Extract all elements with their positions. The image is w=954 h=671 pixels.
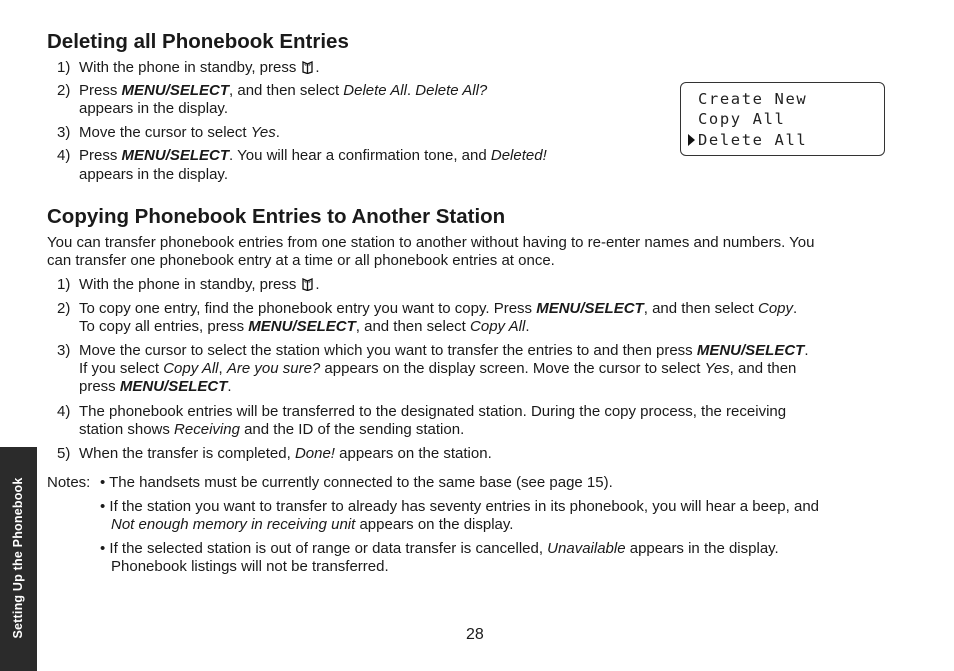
step-text-line: To copy all entries, press MENU/SELECT, and then select Copy All. <box>79 318 530 335</box>
step-number: 2) <box>57 300 71 317</box>
page-number: 28 <box>466 626 484 643</box>
step-text: Press MENU/SELECT. You will hear a confirmation tone, and Deleted! <box>79 147 547 164</box>
intro-text: can transfer one phonebook entry at a time or all phonebook entries at once. <box>47 252 555 269</box>
lcd-line-delete-all: Delete All <box>698 131 808 149</box>
phonebook-book-icon <box>302 61 313 74</box>
lcd-line-create-new: Create New <box>698 90 808 108</box>
step-number: 4) <box>57 403 71 420</box>
step-number: 5) <box>57 445 71 462</box>
note-item: • If the station you want to transfer to already has seventy entries in its phonebook, you will hear a beep, and <box>100 498 820 515</box>
note-item: • If the selected station is out of range or data transfer is cancelled, Unavailable appears in the display. <box>100 540 779 557</box>
step-number: 4) <box>57 147 71 164</box>
step-text: Press MENU/SELECT, and then select Delete All. Delete All? <box>79 82 488 99</box>
phonebook-book-icon <box>302 278 313 291</box>
notes-label: Notes: <box>47 474 91 491</box>
step-text-line: appears in the display. <box>79 100 228 117</box>
step-number: 3) <box>57 124 71 141</box>
step-text: To copy one entry, find the phonebook entry you want to copy. Press MENU/SELECT, and then select Copy. <box>79 300 798 317</box>
step-text: Move the cursor to select the station which you want to transfer the entries to and then press MENU/SELECT. <box>79 342 809 359</box>
note-item: • The handsets must be currently connected to the same base (see page 15). <box>100 474 613 491</box>
side-tab-label: Setting Up the Phonebook <box>11 477 25 639</box>
note-item-line: Not enough memory in receiving unit appears on the display. <box>111 516 514 533</box>
section-title-delete-all: Deleting all Phonebook Entries <box>47 30 349 53</box>
step-text: With the phone in standby, press . <box>79 59 320 76</box>
note-item-line: Phonebook listings will not be transferred. <box>111 558 389 575</box>
lcd-display <box>680 82 885 156</box>
step-text: With the phone in standby, press . <box>79 276 320 293</box>
step-text-line: press MENU/SELECT. <box>79 378 232 395</box>
step-text-line: station shows Receiving and the ID of the sending station. <box>79 421 465 438</box>
step-text: Move the cursor to select Yes. <box>79 124 280 141</box>
step-number: 1) <box>57 276 71 293</box>
step-number: 1) <box>57 59 71 76</box>
step-number: 3) <box>57 342 71 359</box>
section-title-copy-entries: Copying Phonebook Entries to Another Station <box>47 205 506 228</box>
step-text: The phonebook entries will be transferred to the designated station. During the copy process, the receiving <box>79 403 787 420</box>
step-text-line: appears in the display. <box>79 166 228 183</box>
intro-text: You can transfer phonebook entries from one station to another without having to re-enter names and numbers. You <box>47 234 815 251</box>
lcd-line-copy-all: Copy All <box>698 110 786 128</box>
cursor-arrow-icon <box>688 134 695 146</box>
step-text: When the transfer is completed, Done! appears on the station. <box>79 445 492 462</box>
step-number: 2) <box>57 82 71 99</box>
step-text-line: If you select Copy All, Are you sure? appears on the display screen. Move the cursor to select Yes, and then <box>79 360 797 377</box>
